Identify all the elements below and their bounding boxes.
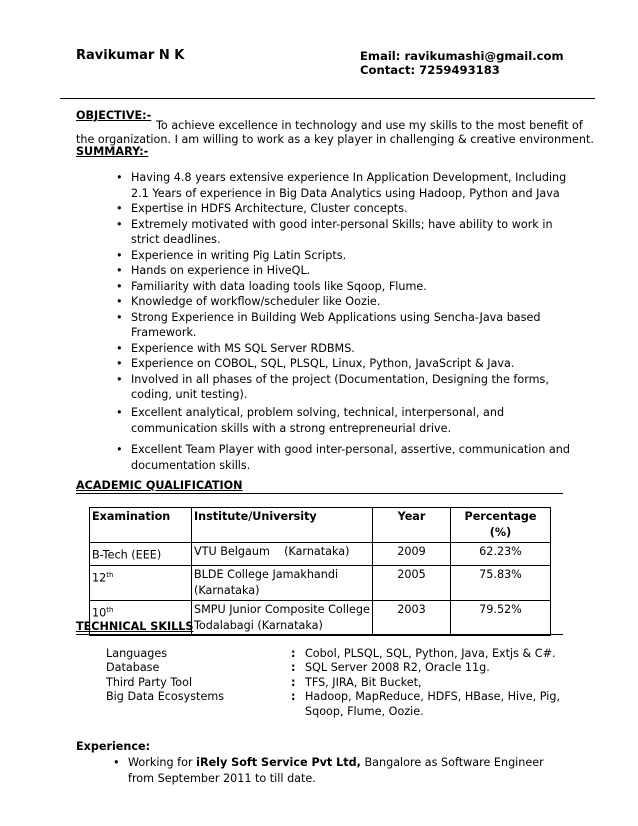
institute-cell: BLDE College Jamakhandi (Karnataka) [192, 565, 373, 600]
list-item: • Experience in writing Pig Latin Scripts. [116, 248, 571, 264]
list-item: • Knowledge of workflow/scheduler like Oozie. [116, 294, 571, 310]
list-item: • Involved in all phases of the project (Documentation, Designing the forms, coding, unit testing). [116, 372, 571, 403]
skill-value: TFS, JIRA, Bit Bucket, [305, 676, 422, 689]
table-row [90, 565, 551, 600]
skill-key: Database [106, 661, 160, 674]
percentage-cell: 79.52% [451, 600, 551, 635]
list-item: • Familiarity with data loading tools like Sqoop, Flume. [116, 279, 571, 295]
table-header-row [90, 508, 551, 543]
experience-list [113, 755, 553, 786]
list-item: • Strong Experience in Building Web Applications using Sencha-Java based Framework. [116, 310, 571, 341]
percentage-cell: 62.23% [451, 543, 551, 566]
list-item: • Excellent analytical, problem solving, technical, interpersonal, and communication skills with a strong entrepreneurial drive. [116, 405, 571, 436]
list-item: • Excellent Team Player with good inter-personal, assertive, communication and documentation skills. [116, 442, 571, 473]
list-item: • Experience on COBOL, SQL, PLSQL, Linux, Python, JavaScript & Java. [116, 356, 571, 372]
skill-separator: : [291, 690, 296, 703]
percentage-cell: 75.83% [451, 565, 551, 600]
column-header: Institute/University [192, 508, 373, 543]
institute-cell: VTU Belgaum (Karnataka) [192, 543, 373, 566]
summary-list [116, 170, 571, 403]
skill-key: Languages [106, 647, 168, 660]
technical-heading: TECHNICAL SKILLS [76, 620, 194, 633]
objective-text: To achieve excellence in technology and use my skills to the most benefit of the organization. I am willing to work as a key player in challenging & creative environment. [76, 119, 594, 146]
exam-cell: 12th [90, 565, 192, 600]
list-item: • Working for iRely Soft Service Pvt Ltd, Bangalore as Software Engineer from September 2011 to till date. [113, 755, 553, 786]
skill-value: Cobol, PLSQL, SQL, Python, Java, Extjs & C#. [305, 647, 556, 660]
academic-heading: ACADEMIC QUALIFICATION [76, 479, 243, 492]
summary-heading: SUMMARY:- [76, 145, 149, 158]
academic-table [89, 507, 551, 636]
institute-cell: SMPU Junior Composite College Todalabagi (Karnataka) [192, 600, 373, 635]
email-line: Email: ravikumashi@gmail.com [360, 49, 564, 63]
contact-line: Contact: 7259493183 [360, 63, 500, 77]
summary-list-continued [116, 442, 571, 473]
skill-key: Third Party Tool [106, 676, 193, 689]
technical-divider [76, 634, 563, 635]
skill-key: Big Data Ecosystems [106, 690, 225, 703]
list-item: • Having 4.8 years extensive experience In Application Development, Including 2.1 Years of experience in Big Data Analytics using Hadoop, Python and Java [116, 170, 571, 201]
exam-cell: B-Tech (EEE) [90, 543, 192, 566]
skill-separator: : [291, 661, 296, 674]
header-divider [60, 98, 595, 99]
column-header: Examination [90, 508, 192, 543]
table-row [90, 543, 551, 566]
year-cell: 2003 [373, 600, 451, 635]
skill-value: Hadoop, MapReduce, HDFS, HBase, Hive, Pig, Sqoop, Flume, Oozie. [305, 690, 561, 718]
year-cell: 2009 [373, 543, 451, 566]
skill-value: SQL Server 2008 R2, Oracle 11g. [305, 661, 490, 674]
company-name: iRely Soft Service Pvt Ltd, [196, 756, 361, 769]
objective-heading: OBJECTIVE:- [76, 109, 152, 122]
experience-heading: Experience: [76, 740, 151, 753]
year-cell: 2005 [373, 565, 451, 600]
academic-divider [76, 493, 563, 494]
column-header: Percentage (%) [451, 508, 551, 543]
list-item: • Extremely motivated with good inter-personal Skills; have ability to work in strict deadlines. [116, 217, 571, 248]
list-item: • Expertise in HDFS Architecture, Cluster concepts. [116, 201, 571, 217]
list-item: • Hands on experience in HiveQL. [116, 263, 571, 279]
exam-cell: 10th [90, 600, 192, 635]
column-header: Year [373, 508, 451, 543]
skill-separator: : [291, 676, 296, 689]
summary-list-continued [116, 405, 571, 436]
skill-separator: : [291, 647, 296, 660]
list-item: • Experience with MS SQL Server RDBMS. [116, 341, 571, 357]
candidate-name: Ravikumar N K [76, 48, 185, 63]
